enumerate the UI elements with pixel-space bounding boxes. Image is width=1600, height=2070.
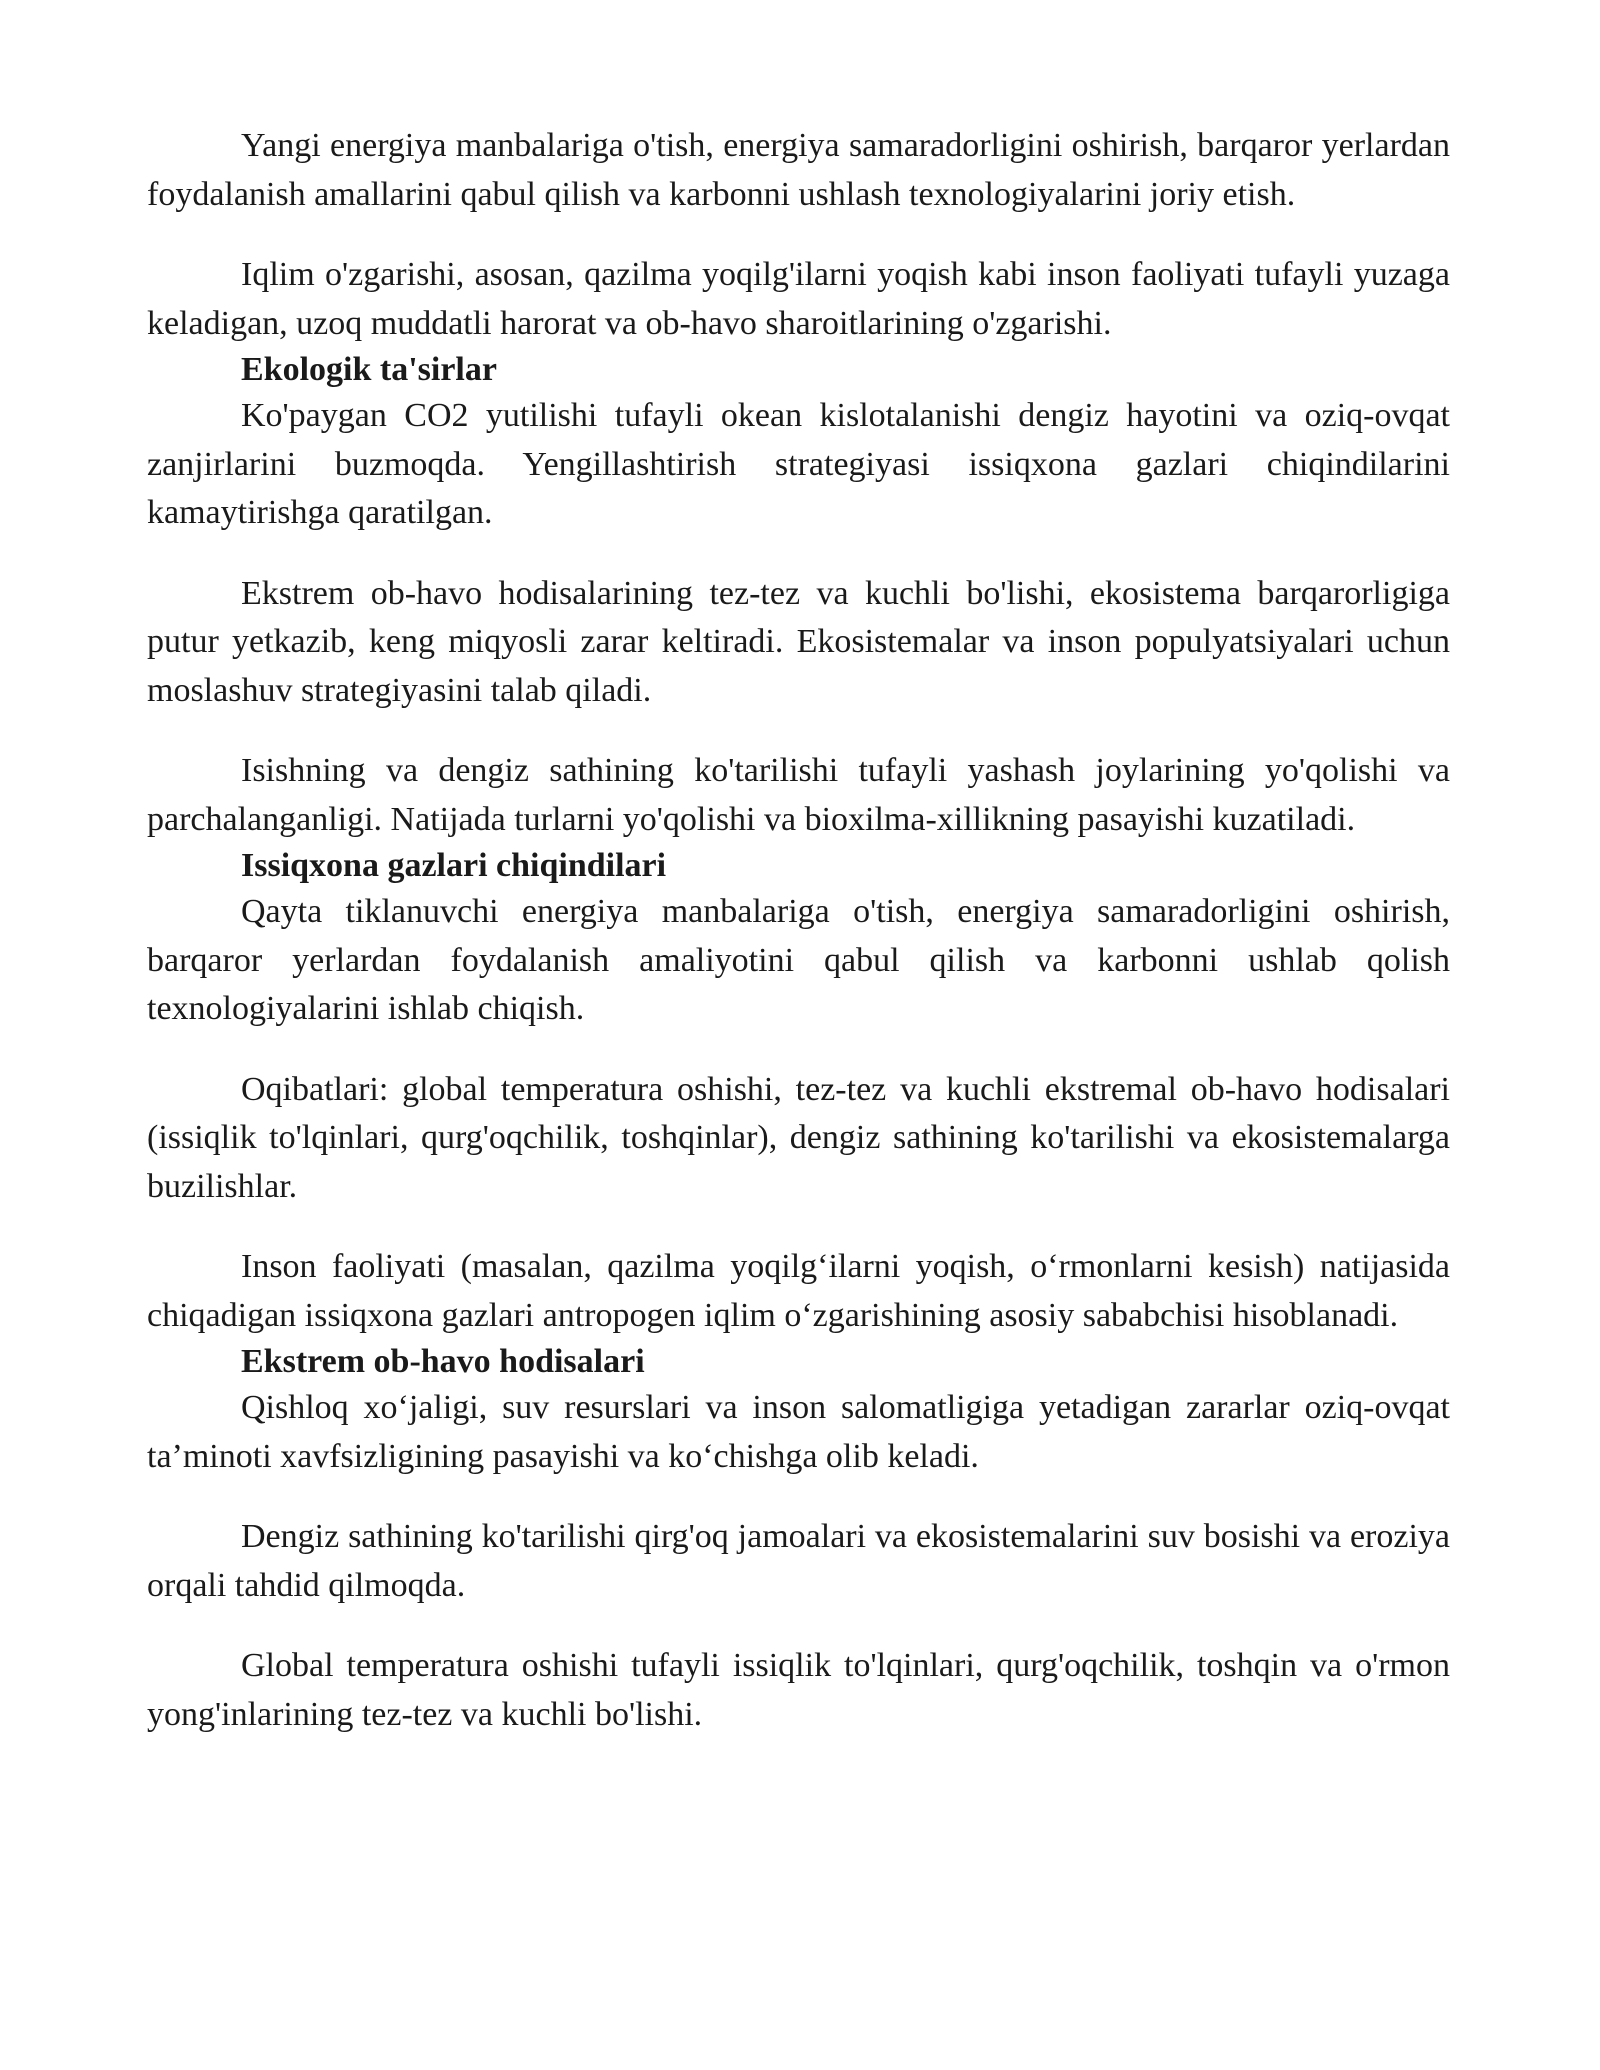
section-heading: Ekologik ta'sirlar	[241, 351, 497, 388]
paragraph: Yangi energiya manbalariga o'tish, energiya samaradorligini oshirish, barqaror yerlardan foydalanish amallarini qabul qilish va karbonni ushlash texnologiyalarini joriy etish.	[147, 127, 1450, 213]
paragraph: Qayta tiklanuvchi energiya manbalariga o'tish, energiya samaradorligini oshirish, barqaror yerlardan foydalanish amaliyotini qabul qilish va karbonni ushlab qolish texnologiyalarini ishlab chiqish.	[147, 893, 1450, 1027]
paragraph: Dengiz sathining ko'tarilishi qirg'oq jamoalari va ekosistemalarini suv bosishi va eroziya orqali tahdid qilmoqda.	[147, 1518, 1450, 1604]
paragraph: Inson faoliyati (masalan, qazilma yoqilg‘ilarni yoqish, o‘rmonlarni kesish) natijasida chiqadigan issiqxona gazlari antropogen iqlim o‘zgarishining asosiy sababchisi hisoblanadi.	[147, 1248, 1450, 1334]
paragraph: Ekstrem ob-havo hodisalarining tez-tez va kuchli bo'lishi, ekosistema barqarorligiga putur yetkazib, keng miqyosli zarar keltiradi. Ekosistemalar va inson populyatsiyalari uchun moslashuv strategiyasini talab qiladi.	[147, 574, 1450, 709]
section-heading: Issiqxona gazlari chiqindilari	[241, 847, 667, 884]
paragraph: Isishning va dengiz sathining ko'tarilishi tufayli yashash joylarining yo'qolishi va parchalanganligi. Natijada turlarni yo'qolishi va bioxilma-xillikning pasayishi kuzatiladi.	[147, 752, 1450, 838]
document-page	[147, 122, 1450, 1739]
paragraph: Qishloq xo‘jaligi, suv resurslari va inson salomatligiga yetadigan zararlar oziq-ovqat ta’minoti xavfsizligining pasayishi va ko‘chishga olib keladi.	[147, 1389, 1450, 1475]
paragraph: Ko'paygan CO2 yutilishi tufayli okean kislotalanishi dengiz hayotini va oziq-ovqat zanjirlarini buzmoqda. Yengillashtirish strategiyasi issiqxona gazlari chiqindilarini kamaytirishga qaratilgan.	[147, 397, 1450, 531]
section-heading: Ekstrem ob-havo hodisalari	[241, 1343, 645, 1380]
paragraph: Oqibatlari: global temperatura oshishi, tez-tez va kuchli ekstremal ob-havo hodisalari (issiqlik to'lqinlari, qurg'oqchilik, toshqinlar), dengiz sathining ko'tarilishi va ekosistemalarga buzilishlar.	[147, 1070, 1450, 1205]
paragraph: Global temperatura oshishi tufayli issiqlik to'lqinlari, qurg'oqchilik, toshqin va o'rmon yong'inlarining tez-tez va kuchli bo'lishi.	[147, 1647, 1450, 1733]
paragraph: Iqlim o'zgarishi, asosan, qazilma yoqilg'ilarni yoqish kabi inson faoliyati tufayli yuzaga keladigan, uzoq muddatli harorat va ob-havo sharoitlarining o'zgarishi.	[147, 256, 1450, 342]
